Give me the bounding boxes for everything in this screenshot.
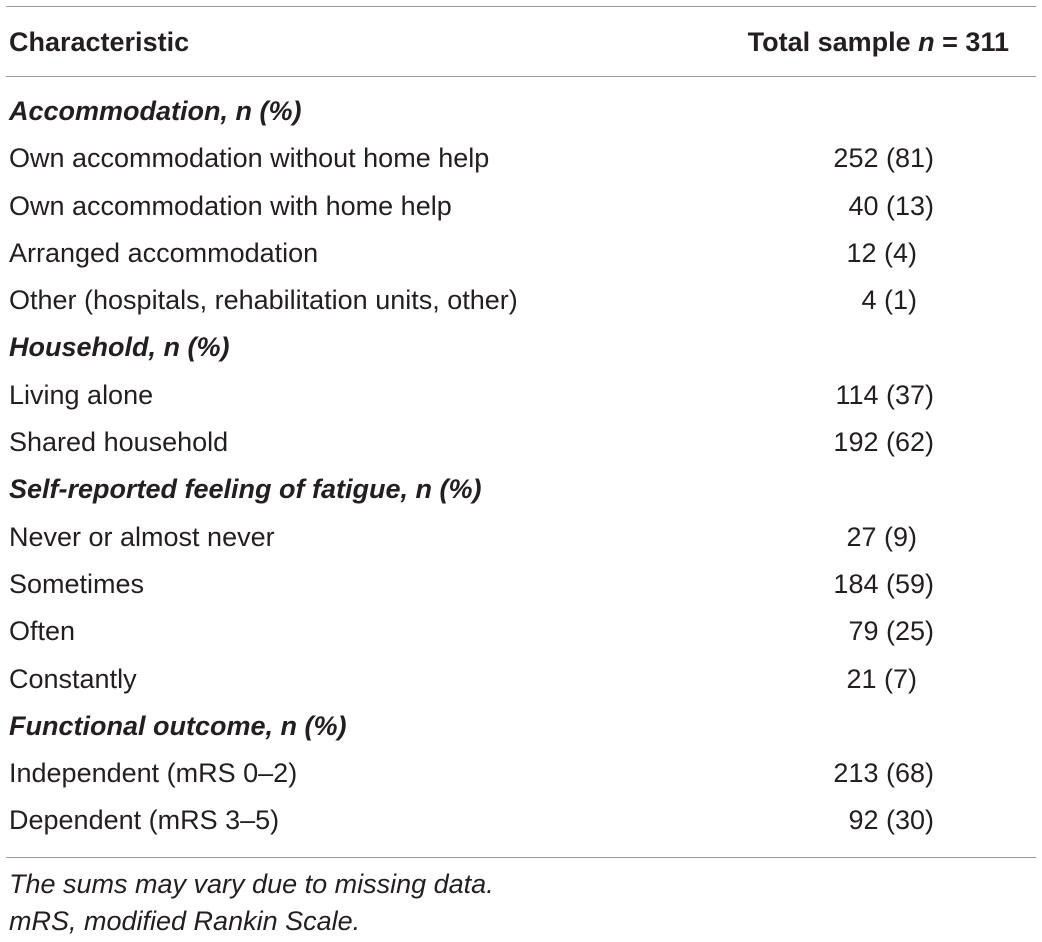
table-row	[0, 183, 1042, 230]
table-footnotes	[9, 866, 494, 940]
row-value: 192 (62)	[833, 427, 934, 458]
table-row	[0, 230, 1042, 277]
row-value: 40 (13)	[848, 190, 934, 221]
row-value: 184 (59)	[833, 568, 934, 599]
table-row	[0, 561, 1042, 608]
table-row	[0, 514, 1042, 561]
section-row-fatigue	[0, 466, 1042, 513]
row-label: Sometimes	[9, 568, 145, 599]
table-header-row	[0, 22, 1042, 62]
footnote-mrs-definition: mRS, modified Rankin Scale.	[9, 906, 361, 936]
row-label: Arranged accommodation	[9, 237, 319, 268]
table-row	[0, 750, 1042, 797]
row-label: Functional outcome, n (%)	[9, 710, 347, 741]
row-value: 12 (4)	[846, 237, 917, 268]
row-label: Never or almost never	[9, 521, 275, 552]
row-value: 79 (25)	[848, 616, 934, 647]
row-label: Accommodation, n (%)	[9, 96, 302, 126]
header-total-suffix: = 311	[934, 27, 1009, 57]
row-label: Own accommodation with home help	[9, 190, 452, 221]
table-body	[0, 88, 1042, 845]
table-row	[0, 372, 1042, 419]
row-value: 27 (9)	[846, 521, 917, 552]
footnote-missing-data: The sums may vary due to missing data.	[9, 869, 494, 899]
row-label: Dependent (mRS 3–5)	[9, 805, 280, 836]
row-label: Shared household	[9, 427, 229, 458]
row-value: 114 (37)	[835, 379, 934, 410]
table-row	[0, 135, 1042, 182]
table-row	[0, 797, 1042, 844]
header-total-sample	[748, 22, 1009, 62]
table-row	[0, 419, 1042, 466]
section-row-functional-outcome	[0, 703, 1042, 750]
row-value: 92 (30)	[848, 805, 934, 836]
table-header-rule	[6, 76, 1036, 77]
header-total-n: n	[918, 27, 935, 57]
section-row-accommodation	[0, 88, 1042, 135]
row-label: Constantly	[9, 663, 137, 694]
header-total-prefix: Total sample	[747, 27, 919, 57]
table-bottom-rule	[6, 857, 1036, 858]
row-value: 213 (68)	[833, 758, 934, 789]
row-label: Other (hospitals, rehabilitation units, other)	[9, 285, 518, 316]
row-value: 21 (7)	[846, 663, 917, 694]
section-row-household	[0, 324, 1042, 371]
row-value: 252 (81)	[833, 143, 934, 174]
row-label: Independent (mRS 0–2)	[9, 758, 298, 789]
table-top-rule	[6, 6, 1036, 7]
table-row	[0, 277, 1042, 324]
row-value: 4 (1)	[861, 285, 917, 316]
table-row	[0, 656, 1042, 703]
row-label: Often	[9, 616, 76, 647]
row-label: Own accommodation without home help	[9, 143, 490, 174]
row-label: Living alone	[9, 379, 154, 410]
header-characteristic: Characteristic	[9, 27, 190, 57]
table-row	[0, 608, 1042, 655]
row-label: Self-reported feeling of fatigue, n (%)	[9, 474, 482, 505]
row-label: Household, n (%)	[9, 332, 230, 363]
